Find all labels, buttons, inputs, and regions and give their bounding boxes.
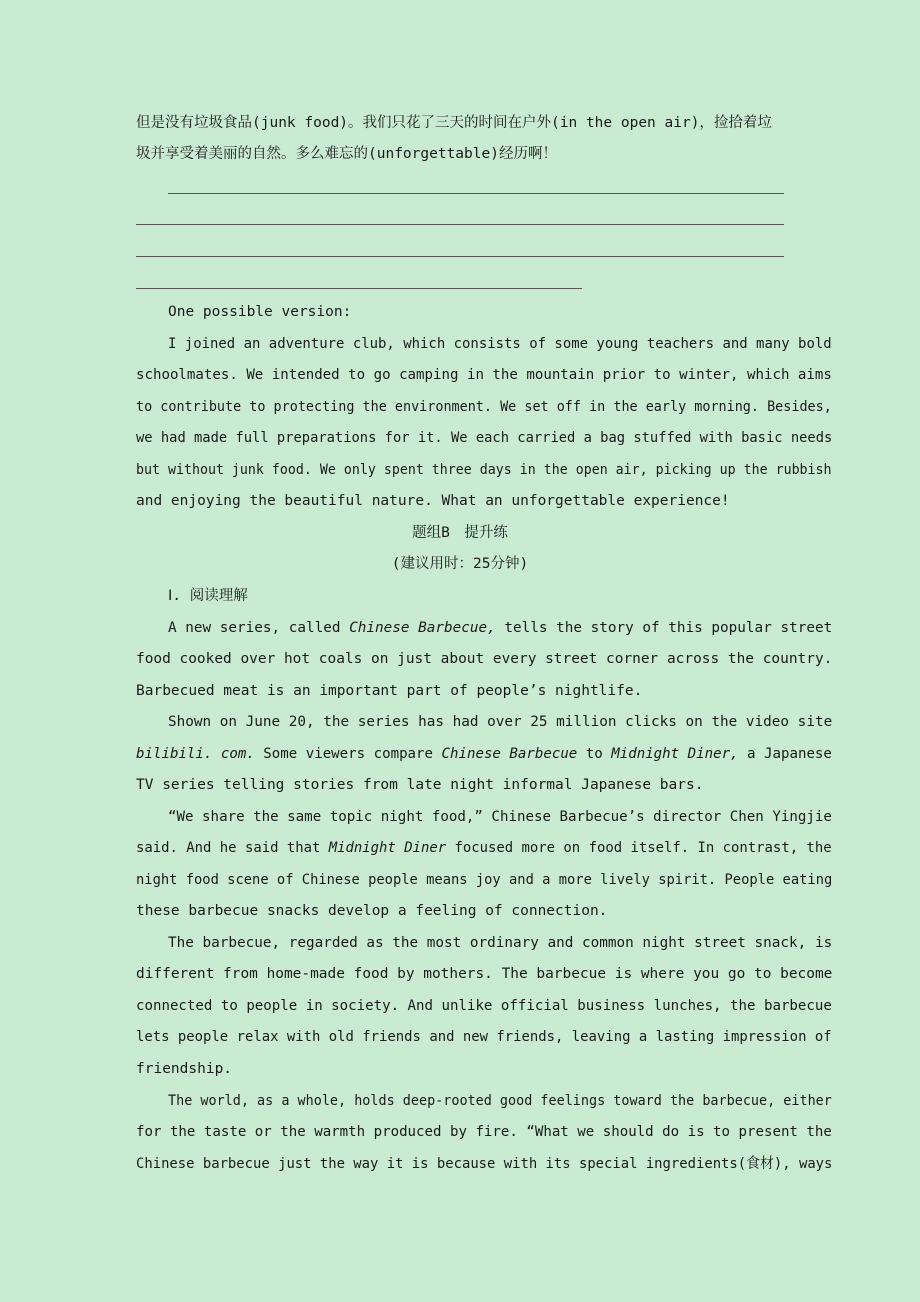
passage-line: “We share the same topic night food,” Chinese Barbecue’s director Chen Yingjie bbox=[168, 809, 832, 825]
passage-line: these barbecue snacks develop a feeling of connection. bbox=[136, 903, 608, 919]
answer-label: One possible version: bbox=[168, 304, 352, 320]
passage-line: Barbecued meat is an important part of people’s nightlife. bbox=[136, 683, 643, 699]
series-title: Chinese Barbecue bbox=[441, 746, 578, 762]
text-span: A new series, called bbox=[168, 620, 350, 636]
text-span: tells the story of this popular street bbox=[495, 620, 833, 636]
text-span: a Japanese bbox=[738, 746, 832, 762]
passage-line: food cooked over hot coals on just about every street corner across the country. bbox=[136, 651, 833, 667]
site-name: bilibili. com. bbox=[136, 746, 255, 762]
passage-line: Shown on June 20, the series has had over 25 million clicks on the video site bbox=[168, 714, 833, 730]
answer-line: but without junk food. We only spent three days in the open air, picking up the rubbish bbox=[136, 462, 832, 478]
writing-line bbox=[136, 256, 784, 257]
answer-line: to contribute to protecting the environment. We set off in the early morning. Besides, bbox=[136, 399, 832, 415]
passage-line: lets people relax with old friends and new friends, leaving a lasting impression of bbox=[136, 1029, 832, 1045]
passage-line bbox=[168, 618, 832, 638]
series-title: Midnight Diner, bbox=[611, 746, 739, 762]
prompt-line-2: 圾并享受着美丽的自然。多么难忘的(unforgettable)经历啊！ bbox=[136, 146, 557, 162]
series-title: Chinese Barbecue, bbox=[349, 620, 496, 636]
passage-line: connected to people in society. And unlike official business lunches, the barbecue bbox=[136, 998, 832, 1014]
passage-line: different from home-made food by mothers. The barbecue is where you go to become bbox=[136, 966, 833, 982]
passage-line: for the taste or the warmth produced by fire. “What we should do is to present the bbox=[136, 1124, 832, 1140]
passage-line bbox=[136, 744, 832, 764]
text-span: said. And he said that bbox=[136, 840, 329, 856]
answer-line: and enjoying the beautiful nature. What an unforgettable experience! bbox=[136, 493, 730, 509]
passage-line: TV series telling stories from late night informal Japanese bars. bbox=[136, 777, 704, 793]
section-title: 题组B 提升练 bbox=[412, 525, 508, 541]
text-span: to bbox=[577, 746, 612, 762]
prompt-line-1: 但是没有垃圾食品(junk food)。我们只花了三天的时间在户外(in the open air)，捡拾着垃 bbox=[136, 115, 772, 131]
writing-line bbox=[136, 224, 784, 225]
answer-line: I joined an adventure club, which consists of some young teachers and many bold bbox=[168, 336, 832, 352]
passage-line: Chinese barbecue just the way it is because with its special ingredients(食材), ways bbox=[136, 1156, 833, 1172]
time-hint: (建议用时：25分钟) bbox=[391, 556, 529, 572]
passage-line: The world, as a whole, holds deep-rooted good feelings toward the barbecue, either bbox=[168, 1093, 832, 1109]
answer-line: schoolmates. We intended to go camping in the mountain prior to winter, which aims bbox=[136, 367, 832, 383]
passage-line bbox=[136, 838, 832, 858]
series-title: Midnight Diner bbox=[328, 840, 447, 856]
text-span: Some viewers compare bbox=[254, 746, 442, 762]
part-label: Ⅰ. 阅读理解 bbox=[168, 588, 248, 604]
answer-line: we had made full preparations for it. We each carried a bag stuffed with basic needs bbox=[136, 430, 833, 446]
passage-line: night food scene of Chinese people means joy and a more lively spirit. People eating bbox=[136, 872, 833, 888]
text-span: focused more on food itself. In contrast, the bbox=[446, 840, 832, 856]
writing-line bbox=[168, 193, 784, 194]
passage-line: The barbecue, regarded as the most ordinary and common night street snack, is bbox=[168, 935, 833, 951]
writing-line bbox=[136, 288, 582, 289]
passage-line: friendship. bbox=[136, 1061, 233, 1077]
